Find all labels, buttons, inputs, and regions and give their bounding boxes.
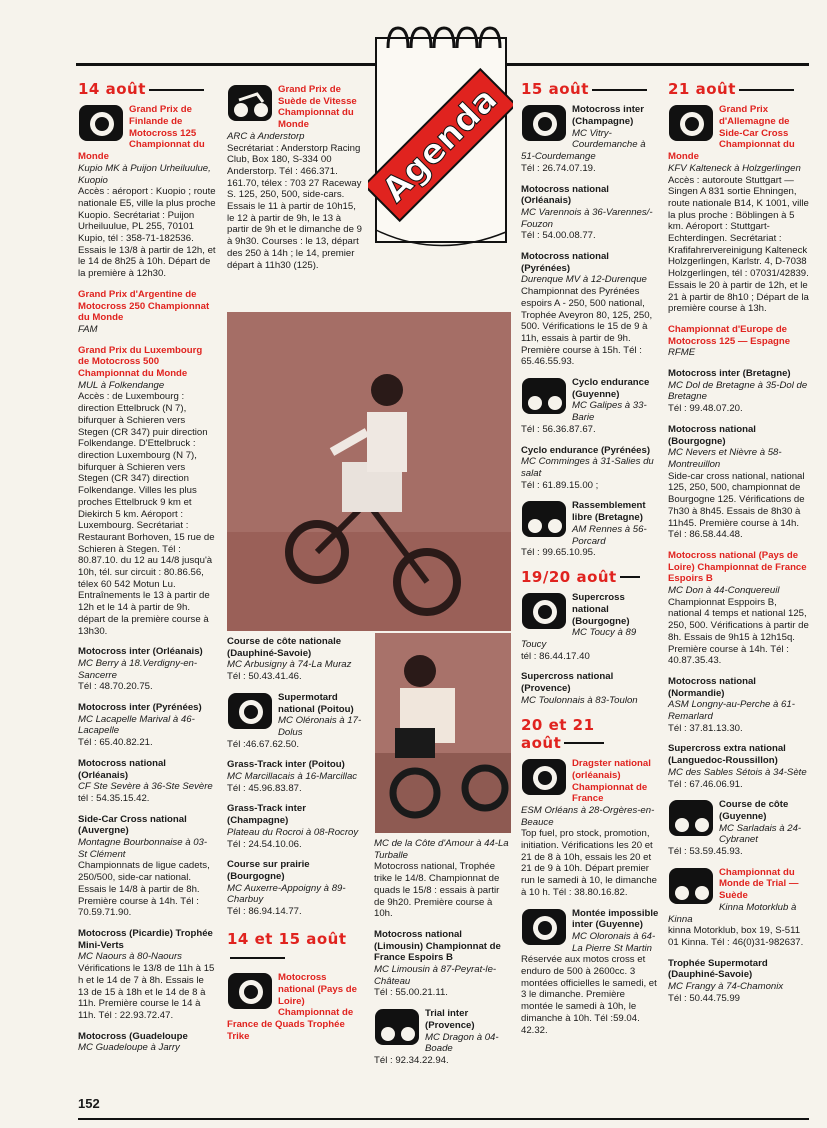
event-org: MC Oloronais à 64-La Pierre St Martin: [572, 930, 656, 954]
event-org: MC Guadeloupe à Jarry: [78, 1042, 180, 1054]
event-org: MC Berry à 18.Verdigny-en-Sancerre: [78, 657, 198, 681]
event-body: Accès : autoroute Stuttgart — Singen A 831 sortie Ehningen, route nationale B14, K 1001, ville la plus proche : Böblingen à 5 km. Aéroport : Stuttgart-Echterdingen. Secrétariat : Krafifahrervereinigung Kalteneck Holzgerlingen, Karlstr. 4, D-7038 Holzgerlingen, tél : 07031/42839. Essais le 20 à partir de 12h, et le 21 à partir de 8h10 ; Départ de la première course à 13h.: [668, 174, 809, 315]
event-org: MC Naours à 80-Naours: [78, 951, 182, 963]
event-org: MC Dol de Bretagne à 35-Dol de Bretagne: [668, 379, 808, 403]
event-title: Dragster national (orléanais) Championnat de France: [572, 758, 651, 805]
event-body: Tél : 86.94.14.77.: [227, 906, 302, 918]
event-org: MC Vitry-Courdemanche à 51-Courdemange: [521, 127, 646, 163]
event-body: Accès : aéroport : Kuopio ; route nationale E5, ville la plus proche Kuopio. Secrétariat : Puijon Urheiluulue, PL 255, 70101 Kupio, tél : 358-71-182536. Essais le 13/8 à partir de 12h, et le 14 de 8h25 à 10h. Départ de la première à 12h30.: [78, 186, 216, 280]
event-title: Grass-Track inter (Champagne): [227, 803, 306, 827]
date-heading: 21 août: [668, 80, 810, 98]
motocross-jump-photo: [227, 312, 511, 631]
event-entry: [374, 838, 512, 920]
event-org: MC Toulonnais à 83-Toulon: [521, 694, 638, 706]
event-entry: [521, 592, 659, 662]
event-org: Durenque MV à 12-Durenque: [521, 274, 647, 286]
event-title: Grand Prix de Suède de Vitesse Championnat du Monde: [278, 84, 357, 131]
event-title: Course de côte nationale (Dauphiné-Savoie): [227, 636, 342, 659]
event-entry: [521, 758, 659, 898]
event-title: Course sur prairie (Bourgogne): [227, 859, 310, 882]
event-org: MC de la Côte d'Amour à 44-La Turballe: [374, 838, 509, 861]
event-body: Side-car cross national, national 125, 250, 500, championnat de Bourgogne 125. Vérifications de 7h30 à 8h45. Essais de 8h30 à 11h45. Première course à 14h. Tél : 86.58.44.48.: [668, 470, 805, 541]
rally-icon: [521, 500, 567, 538]
cyclo-icon: [521, 377, 567, 415]
event-entry: [521, 104, 659, 174]
event-entry: [668, 743, 810, 790]
quad-icon: [227, 972, 273, 1010]
motocross-icon: [521, 104, 567, 142]
column-15-aout: [521, 80, 659, 1045]
date-heading: 20 et 21 août: [521, 716, 631, 753]
event-body: Tél : 50.44.75.99: [668, 992, 741, 1004]
event-entry: [227, 859, 365, 918]
event-org: MC Don à 44-Conquereuil: [668, 585, 780, 597]
event-body: Tél : 67.46.06.91.: [668, 778, 743, 790]
event-org: MC Oléronais à 17-Dolus: [278, 715, 362, 738]
event-body: tél : 54.35.15.42.: [78, 792, 150, 804]
trial-icon: [668, 867, 714, 905]
event-org: ARC à Anderstorp: [227, 130, 305, 142]
event-entry: [78, 289, 216, 336]
event-org: MC Varennois à 36-Varennes/-Fouzon: [521, 206, 653, 230]
event-entry: [227, 84, 365, 271]
column-14-aout: [78, 80, 216, 1063]
event-body: Tél : 48.70.20.75.: [78, 681, 153, 693]
event-body: Tél : 54.00.08.77.: [521, 230, 596, 242]
event-org: RFME: [668, 347, 696, 359]
event-title: Cyclo endurance (Pyrénées): [521, 444, 651, 456]
event-body: Tél : 53.59.45.93.: [668, 846, 743, 858]
event-title: Motocross inter (Champagne): [572, 104, 644, 127]
event-body: Tél : 56.36.87.67.: [521, 423, 596, 435]
event-entry: [521, 671, 659, 706]
event-title: Rassemblement libre (Bretagne): [572, 500, 646, 524]
event-body: Tél : 26.74.07.19.: [521, 162, 596, 174]
event-entry: [78, 345, 216, 638]
column-3-bottom: [374, 838, 512, 1076]
event-body: Tél : 24.54.10.06.: [227, 838, 302, 850]
event-entry: [78, 1031, 216, 1054]
event-title: Course de côte (Guyenne): [719, 799, 789, 822]
event-org: Plateau du Rocroi à 08-Rocroy: [227, 826, 359, 838]
event-org: MC Dragon à 04-Boade: [425, 1031, 499, 1055]
event-body: Tél : 37.81.13.30.: [668, 722, 743, 734]
event-org: MC Toucy à 89 Toucy: [521, 627, 637, 651]
event-org: MUL à Folkendange: [78, 379, 165, 391]
event-title: Montée impossible inter (Guyenne): [572, 907, 659, 931]
agenda-notepad-graphic: [368, 20, 513, 260]
page-number: 152: [78, 1096, 100, 1111]
agenda-label: Agenda: [374, 79, 506, 211]
event-entry: [78, 702, 216, 749]
event-body: Tél : 92.34.22.94.: [374, 1054, 449, 1066]
hill-climb-icon: [668, 799, 714, 837]
event-entry: [668, 324, 810, 359]
event-org: MC Nevers et Nièvre à 58-Montreuillon: [668, 447, 782, 470]
event-body: Réservée aux motos cross et enduro de 500 à 2600cc. 3 montées officielles le samedi, et 3 le dimanche. Première montée le samedi à 10h, le dimanche à 10h. Tél :59.04. 42.32.: [521, 954, 657, 1036]
event-org: MC Comminges à 31-Salies du salat: [521, 456, 654, 479]
column-2-bottom: [227, 636, 365, 1052]
event-entry: [374, 1008, 512, 1067]
event-org: MC Auxerre-Appoigny à 89-Charbuy: [227, 882, 346, 906]
event-entry: [521, 184, 659, 243]
event-title: Motocross national (Pyrénées): [521, 251, 609, 274]
event-entry: [78, 928, 216, 1022]
event-title: Grass-Track inter (Poitou): [227, 759, 345, 771]
event-body: Secrétariat : Anderstorp Racing Club, Box 180, S-334 00 Anderstorp. Tél : 466.371. 161.70, télex : 703 27 Raceway S. 125, 250, 500, side-cars. Essais le 11 à partir de 10h15, le 12 à partir de 9h, le 13 à partir de 9h et le dimanche de 9 à 9h30. Courses : le 13, départ des 250 à 14h ; le 14, premier départ à 11h30 (125).: [227, 142, 362, 271]
event-title: Championnat d'Europe de Motocross 125 — Espagne: [668, 323, 791, 347]
event-sub: Championnat du Monde: [78, 139, 205, 163]
event-org: KFV Kalteneck à Holzgerlingen: [668, 162, 801, 174]
event-title: Motocross national (Limousin) Championnat de France Espoirs B: [374, 928, 501, 964]
event-title: Motocross (Picardie) Trophée Mini-Verts: [78, 928, 213, 951]
event-title: Grand Prix d'Argentine de Motocross 250 Championnat du Monde: [78, 288, 210, 324]
event-org: MC Limousin à 87-Peyrat-le-Château: [374, 964, 497, 987]
event-title: Trial inter (Provence): [425, 1008, 475, 1031]
event-title: Motocross national (Bourgogne): [668, 423, 756, 447]
supermotard-icon: [227, 692, 273, 730]
column-21-aout: [668, 80, 810, 1014]
event-org: Kupio MK à Puijon Urheiluulue, Kuopio: [78, 162, 211, 186]
event-entry: [374, 929, 512, 999]
event-entry: [78, 646, 216, 693]
event-org: ESM Orléans à 28-Orgères-en-Beauce: [521, 804, 655, 828]
event-org: MC Marcillacais à 16-Marcillac: [227, 771, 358, 783]
event-body: Tél : 50.43.41.46.: [227, 671, 302, 683]
event-title: Motocross inter (Bretagne): [668, 368, 791, 380]
event-body: Tél : 55.00.21.11.: [374, 987, 448, 999]
event-title: Motocross national (Orléanais): [521, 183, 609, 207]
event-org: FAM: [78, 323, 98, 335]
event-entry: [668, 550, 810, 667]
event-title: Cyclo endurance (Guyenne): [572, 377, 650, 400]
event-entry: [78, 814, 216, 919]
event-title: Motocross national (Orléanais): [78, 757, 166, 781]
event-body: kinna Motorklub, box 19, S-511 01 Kinna. Tél : 46(0)31-982637.: [668, 925, 804, 948]
hill-climb-icon: [521, 908, 567, 946]
event-org: MC Galipes à 33-Barie: [572, 400, 647, 424]
event-body: Tél : 45.96.83.87.: [227, 782, 302, 794]
event-title: Motocross national (Normandie): [668, 675, 756, 699]
event-title: Grand Prix d'Allemagne de Side-Car Cross Championnat du Monde: [668, 104, 795, 163]
event-body: Championnats de ligue cadets, 250/500, side-car national. Essais le 14/8 à partir de 8h. Première course à 14h. Tél : 70.59.71.90.: [78, 860, 210, 919]
event-entry: [668, 958, 810, 1005]
event-body: Top fuel, pro stock, promotion, initiation. Vérifications les 20 et 21 de 8 à 10h, essais les 20 et 21 de 9 à 10h. Départ premier run le samedi à 10, le dimanche à 10 h. Tél : 38.80.16.82.: [521, 828, 657, 898]
date-heading: 14 et 15 août: [227, 930, 347, 967]
event-org: MC Arbusigny à 74-La Muraz: [227, 659, 352, 671]
event-title: Side-Car Cross national (Auvergne): [78, 813, 187, 837]
event-title: Supercross national (Bourgogne): [572, 592, 630, 627]
event-entry: [78, 104, 216, 280]
event-title: Motocross inter (Orléanais): [78, 646, 203, 658]
event-entry: [227, 803, 365, 850]
event-org: CF Ste Sevère à 36-Ste Sevère: [78, 781, 213, 793]
event-title: Trophée Supermotard (Dauphiné-Savoie): [668, 957, 768, 981]
supermotard-rider-photo: [375, 633, 511, 833]
event-title: Supercross extra national (Languedoc-Roussillon): [668, 743, 786, 767]
event-entry: [668, 799, 810, 858]
event-entry: [78, 758, 216, 805]
event-org: Kinna Motorklub à Kinna: [668, 901, 797, 925]
event-entry: [227, 636, 365, 683]
event-body: Tél : 99.48.07.20.: [668, 403, 743, 415]
date-heading: 14 août: [78, 80, 216, 98]
event-body: Championnat Esppoirs B, national 4 temps et national 125, 250, 500. Vérifications à partir de 8h. Essais de 9h15 à 12h15q. Première course à 14h. Tél : 40.87.35.43.: [668, 596, 809, 667]
event-body: Accès : de Luxembourg : direction Ettelbruck (N 7), bifurquer à Schieren vers Stegen (CR 347) puir direction Folkendange. D'Ettelbruck : direction Luxembourg (N 7), bifurquer à Schieren vers Stegen (CR 347) direction Folkendange. Villes les plus proches Ettelbruck 9 km et Diekirch 5 km. Aéroport : Luxembourg. Secrétariat : Restaurant Borhoven, 15 rue de Schieren à Stegen. Tél : 80.87.10. du 12 au 14/8 jusqu'à 10h, tél. sur circuit : 80.86.56, télex 60 542 Motun Lu. Entraînements le 13 à partir de 12h et le 14 à partir de 9h. départ de la première course à 13h30.: [78, 391, 215, 637]
event-org: MC Lacapelle Marival à 46-Lacapelle: [78, 713, 195, 737]
event-entry: [521, 445, 659, 492]
event-title: Motocross inter (Pyrénées): [78, 702, 202, 714]
event-title: Motocross (Guadeloupe: [78, 1030, 188, 1042]
column-2-top: [227, 84, 365, 280]
event-entry: [668, 424, 810, 541]
event-title: Grand Prix du Luxembourg de Motocross 500 Championnat du Monde: [78, 344, 203, 380]
event-body: Tél : 65.40.82.21.: [78, 737, 153, 749]
date-heading: 15 août: [521, 80, 659, 98]
event-title: Grand Prix de Finlande de Motocross 125: [129, 104, 197, 139]
event-body: Tél : 61.89.15.00 ;: [521, 479, 599, 491]
event-body: Tél :46.67.62.50.: [227, 738, 300, 750]
event-org: Montagne Bourbonnaise à 03-St Clément: [78, 837, 208, 860]
event-title: Motocross national (Pays de Loire) Championnat de France Espoirs B: [668, 549, 807, 585]
event-title: Supercross national (Provence): [521, 671, 614, 695]
event-body: Tél : 99.65.10.95.: [521, 547, 596, 559]
event-org: MC Frangy à 74-Chamonix: [668, 981, 784, 993]
event-entry: [521, 377, 659, 436]
event-org: MC Sarladais à 24-Cybranet: [719, 822, 802, 846]
event-entry: [521, 500, 659, 559]
event-entry: [227, 692, 365, 751]
event-body: Championnat des Pyrénées espoirs A - 250, 500 national, Trophée Aveyron 80, 125, 250, 500. Vérifications le 15 de 9 à 11h, essais à partir de 9h. Première course à 15h. Tél : 65.46.55.93.: [521, 286, 653, 368]
event-body: tél : 86.44.17.40: [521, 650, 590, 662]
motocross-helmet-icon: [78, 104, 124, 142]
supercross-icon: [521, 592, 567, 630]
event-entry: [668, 676, 810, 735]
event-org: AM Rennes à 56-Porcard: [572, 523, 647, 547]
event-entry: [227, 759, 365, 794]
event-entry: [668, 867, 810, 949]
bottom-rule: [78, 1118, 809, 1120]
road-racing-icon: [227, 84, 273, 122]
event-title: Supermotard national (Poitou): [278, 691, 354, 715]
event-title: Motocross national (Pays de Loire) Championnat de France de Quads Trophée Trike: [227, 972, 357, 1042]
event-entry: [668, 368, 810, 415]
trial-icon: [374, 1008, 420, 1046]
event-entry: [521, 908, 659, 1037]
event-body: Vérifications le 13/8 de 11h à 15 h et le 14 de 7 à 8h. Essais le 13 de 15 à 18h et le 14 de 8 à 11h. Première course le 14 à 11h. Tél : 22.93.72.47.: [78, 963, 215, 1021]
event-org: MC des Sables Sétois à 34-Sète: [668, 766, 807, 778]
dragster-icon: [521, 758, 567, 796]
date-heading: 19/20 août: [521, 568, 659, 586]
event-title: Championnat du Monde de Trial — Suède: [719, 866, 799, 902]
event-entry: [521, 251, 659, 368]
event-entry: [668, 104, 810, 315]
event-org: ASM Longny-au-Perche à 61-Remarlard: [668, 699, 795, 723]
sidecar-icon: [668, 104, 714, 142]
event-entry: [227, 972, 365, 1042]
event-body: Motocross national, Trophée trike le 14/8. Championnat de quads le 15/8 : essais à partir de 9h20. Première course à 10h.: [374, 861, 500, 920]
